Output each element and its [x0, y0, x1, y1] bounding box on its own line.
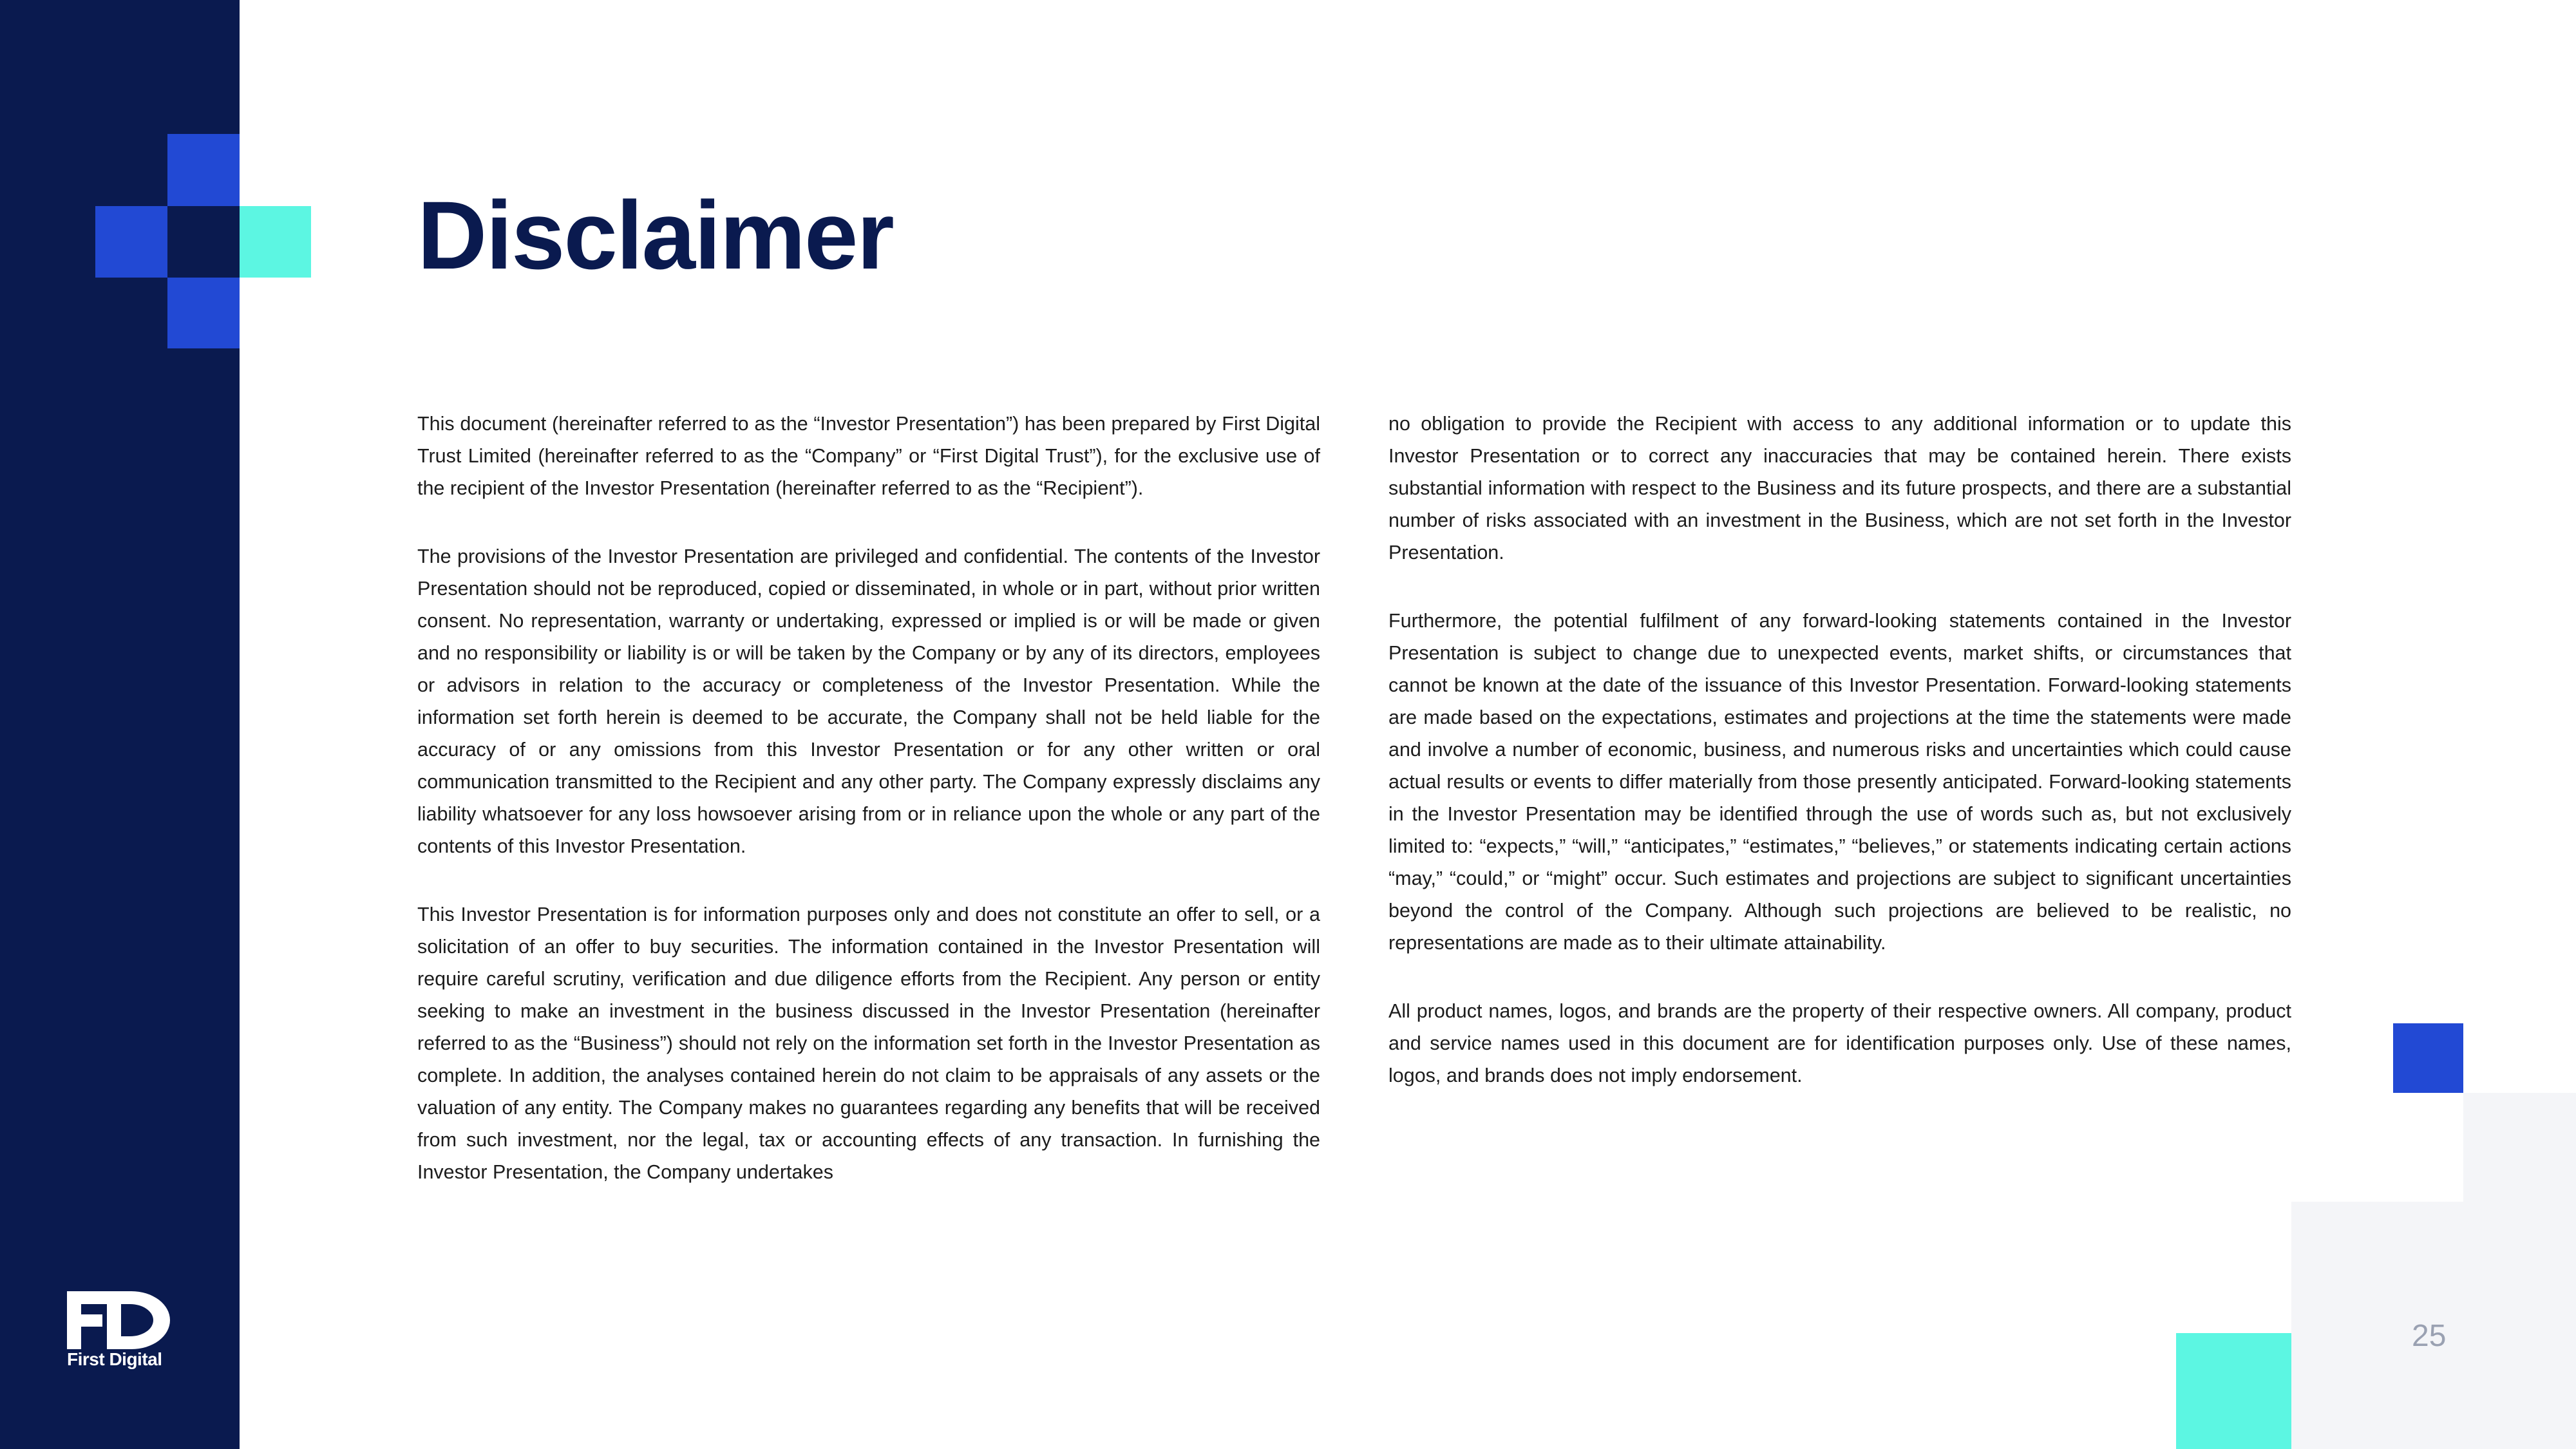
paragraph: This document (hereinafter referred to as the “Investor Presentation”) has been prepared by First Digital Trust Limited (hereinafter referred to as the “Company” or “First Digital Trust”), for the exclusive use of the recipient of the Investor Presentation (hereinafter referred to as the “Recipient”). — [417, 413, 1320, 499]
decor-square — [167, 278, 240, 348]
left-column — [417, 408, 1320, 1224]
fd-monogram-icon — [67, 1291, 170, 1349]
decor-block — [2463, 1093, 2576, 1449]
paragraph: All product names, logos, and brands are the property of their respective owners. All company, product and service names used in this document are for identification purposes only. Use of these names, logos, and brands does not imply endorsement. — [1388, 1000, 2291, 1086]
paragraph: Furthermore, the potential fulfilment of any forward-looking statements contained in the Investor Presentation is subject to change due to unexpected events, market shifts, or circumstances that cannot be known at the date of the issuance of this Investor Presentation. Forward-looking statements are made based on the expectations, estimates and projections at the time the statements were made and involve a number of economic, business, and numerous risks and uncertainties which could cause actual results or events to differ materially from those presently anticipated. Forward-looking statements in the Investor Presentation may be identified through the use of words such as, but not exclusively limited to: “expects,” “will,” “anticipates,” “estimates,” “believes,” or statements indicating certain actions “may,” “could,” or “might” occur. Such estimates and projections are subject to significant uncertainties beyond the control of the Company. Although such projections are believed to be realistic, no representations are made as to their ultimate attainability. — [1388, 610, 2291, 954]
decor-square — [167, 206, 240, 278]
decor-square — [95, 206, 167, 278]
decor-square — [2393, 1023, 2463, 1093]
brand-name: First Digital — [67, 1349, 162, 1369]
right-column — [1388, 408, 2291, 1128]
paragraph: This Investor Presentation is for information purposes only and does not constitute an offer to sell, or a solicitation of an offer to buy securities. The information contained in the Investor Presentation will require careful scrutiny, verification and due diligence efforts from the Recipient. Any person or entity seeking to make an investment in the business discussed in the Investor Presentation (hereinafter referred to as the “Business”) should not rely on the information set forth in the Investor Presentation as complete. In addition, the analyses contained herein do not claim to be appraisals of any assets or the valuation of any entity. The Company makes no guarantees regarding any benefits that will be received from such investment, nor the legal, tax or accounting effects of any transaction. In furnishing the Investor Presentation, the Company undertakes — [417, 904, 1320, 1183]
paragraph: The provisions of the Investor Presentation are privileged and confidential. The contents of the Investor Presentation should not be reproduced, copied or disseminated, in whole or in part, without prior written consent. No representation, warranty or undertaking, expressed or implied is or will be made or given and no responsibility or liability is or will be taken by the Company or by any of its directors, employees or advisors in relation to the accuracy or completeness of the Investor Presentation. While the information set forth herein is deemed to be accurate, the Company shall not be held liable for the accuracy of or any omissions from this Investor Presentation or for any other written or oral communication transmitted to the Recipient and any other party. The Company expressly disclaims any liability whatsoever for any loss howsoever arising from or in reliance upon the whole or any part of the contents of this Investor Presentation. — [417, 545, 1320, 857]
page-title: Disclaimer — [417, 181, 893, 289]
brand-logo — [67, 1291, 170, 1349]
decor-square — [167, 134, 240, 206]
decor-square — [2176, 1333, 2291, 1449]
page-number: 25 — [2412, 1319, 2447, 1353]
paragraph: no obligation to provide the Recipient with access to any additional information or to update this Investor Presentation or to correct any inaccuracies that may be contained herein. There exists substantial information with respect to the Business and its future prospects, and there are a substantial number of risks associated with an investment in the Business, which are not set forth in the Investor Presentation. — [1388, 413, 2291, 564]
decor-square — [240, 206, 311, 278]
